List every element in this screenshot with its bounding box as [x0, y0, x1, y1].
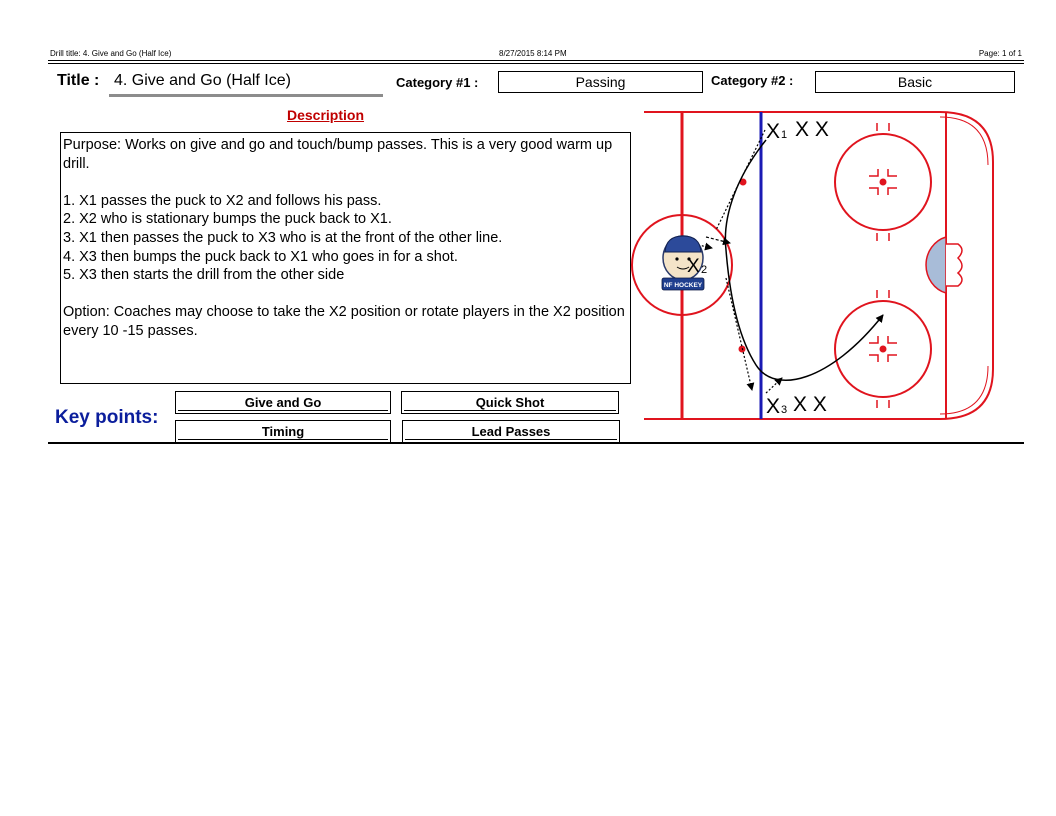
pass-x1-to-x3 [726, 278, 752, 390]
description-text: Purpose: Works on give and go and touch/bump passes. This is a very good warm up drill. 1. X1 passes the puck to X2 and follows his pass. 2. X2 who is stationary bumps the puck back to X1. 3. X1 then passes the puck to X3 who is at the front of the other line. 4. X3 then bumps the puck back to X1 who goes in for a shot. 5. X3 then starts the drill from the other side Option: Coaches may choose to take the X2 position or rotate players in the X2 position every 10 -15 passes. [60, 132, 631, 384]
key-point-1: Give and Go [175, 391, 391, 414]
section-bottom-divider [48, 442, 1024, 444]
category2-value: Basic [815, 71, 1015, 93]
key-point-4: Lead Passes [402, 420, 620, 443]
player-x3-label: X [766, 395, 781, 418]
player-x2-label: X [687, 256, 700, 277]
skating-path [725, 140, 883, 380]
drill-title-header: Drill title: 4. Give and Go (Half Ice) [50, 49, 172, 58]
player-x3-subscript: 3 [781, 404, 788, 416]
drill-title: 4. Give and Go (Half Ice) [114, 72, 291, 89]
player-x2-subscript: 2 [701, 264, 708, 276]
print-datetime: 8/27/2015 8:14 PM [499, 49, 567, 58]
page-number: Page: 1 of 1 [978, 49, 1022, 58]
goal-net [946, 244, 962, 286]
player-x1-subscript: 1 [781, 129, 788, 141]
svg-text:NF HOCKEY: NF HOCKEY [663, 282, 703, 289]
goal-crease [926, 237, 946, 293]
category1-label: Category #1 : [396, 75, 479, 90]
key-point-3: Timing [175, 420, 391, 443]
description-heading: Description [287, 107, 365, 123]
player-x3-queue: X X [793, 393, 827, 416]
category2-label: Category #2 : [711, 73, 794, 88]
key-point-2: Quick Shot [401, 391, 619, 414]
player-x1-label: X [766, 120, 781, 143]
key-points-label: Key points: [55, 407, 159, 428]
player-x1-queue: X X [795, 118, 829, 141]
category1-value: Passing [498, 71, 703, 93]
title-label: Title : [57, 72, 100, 89]
